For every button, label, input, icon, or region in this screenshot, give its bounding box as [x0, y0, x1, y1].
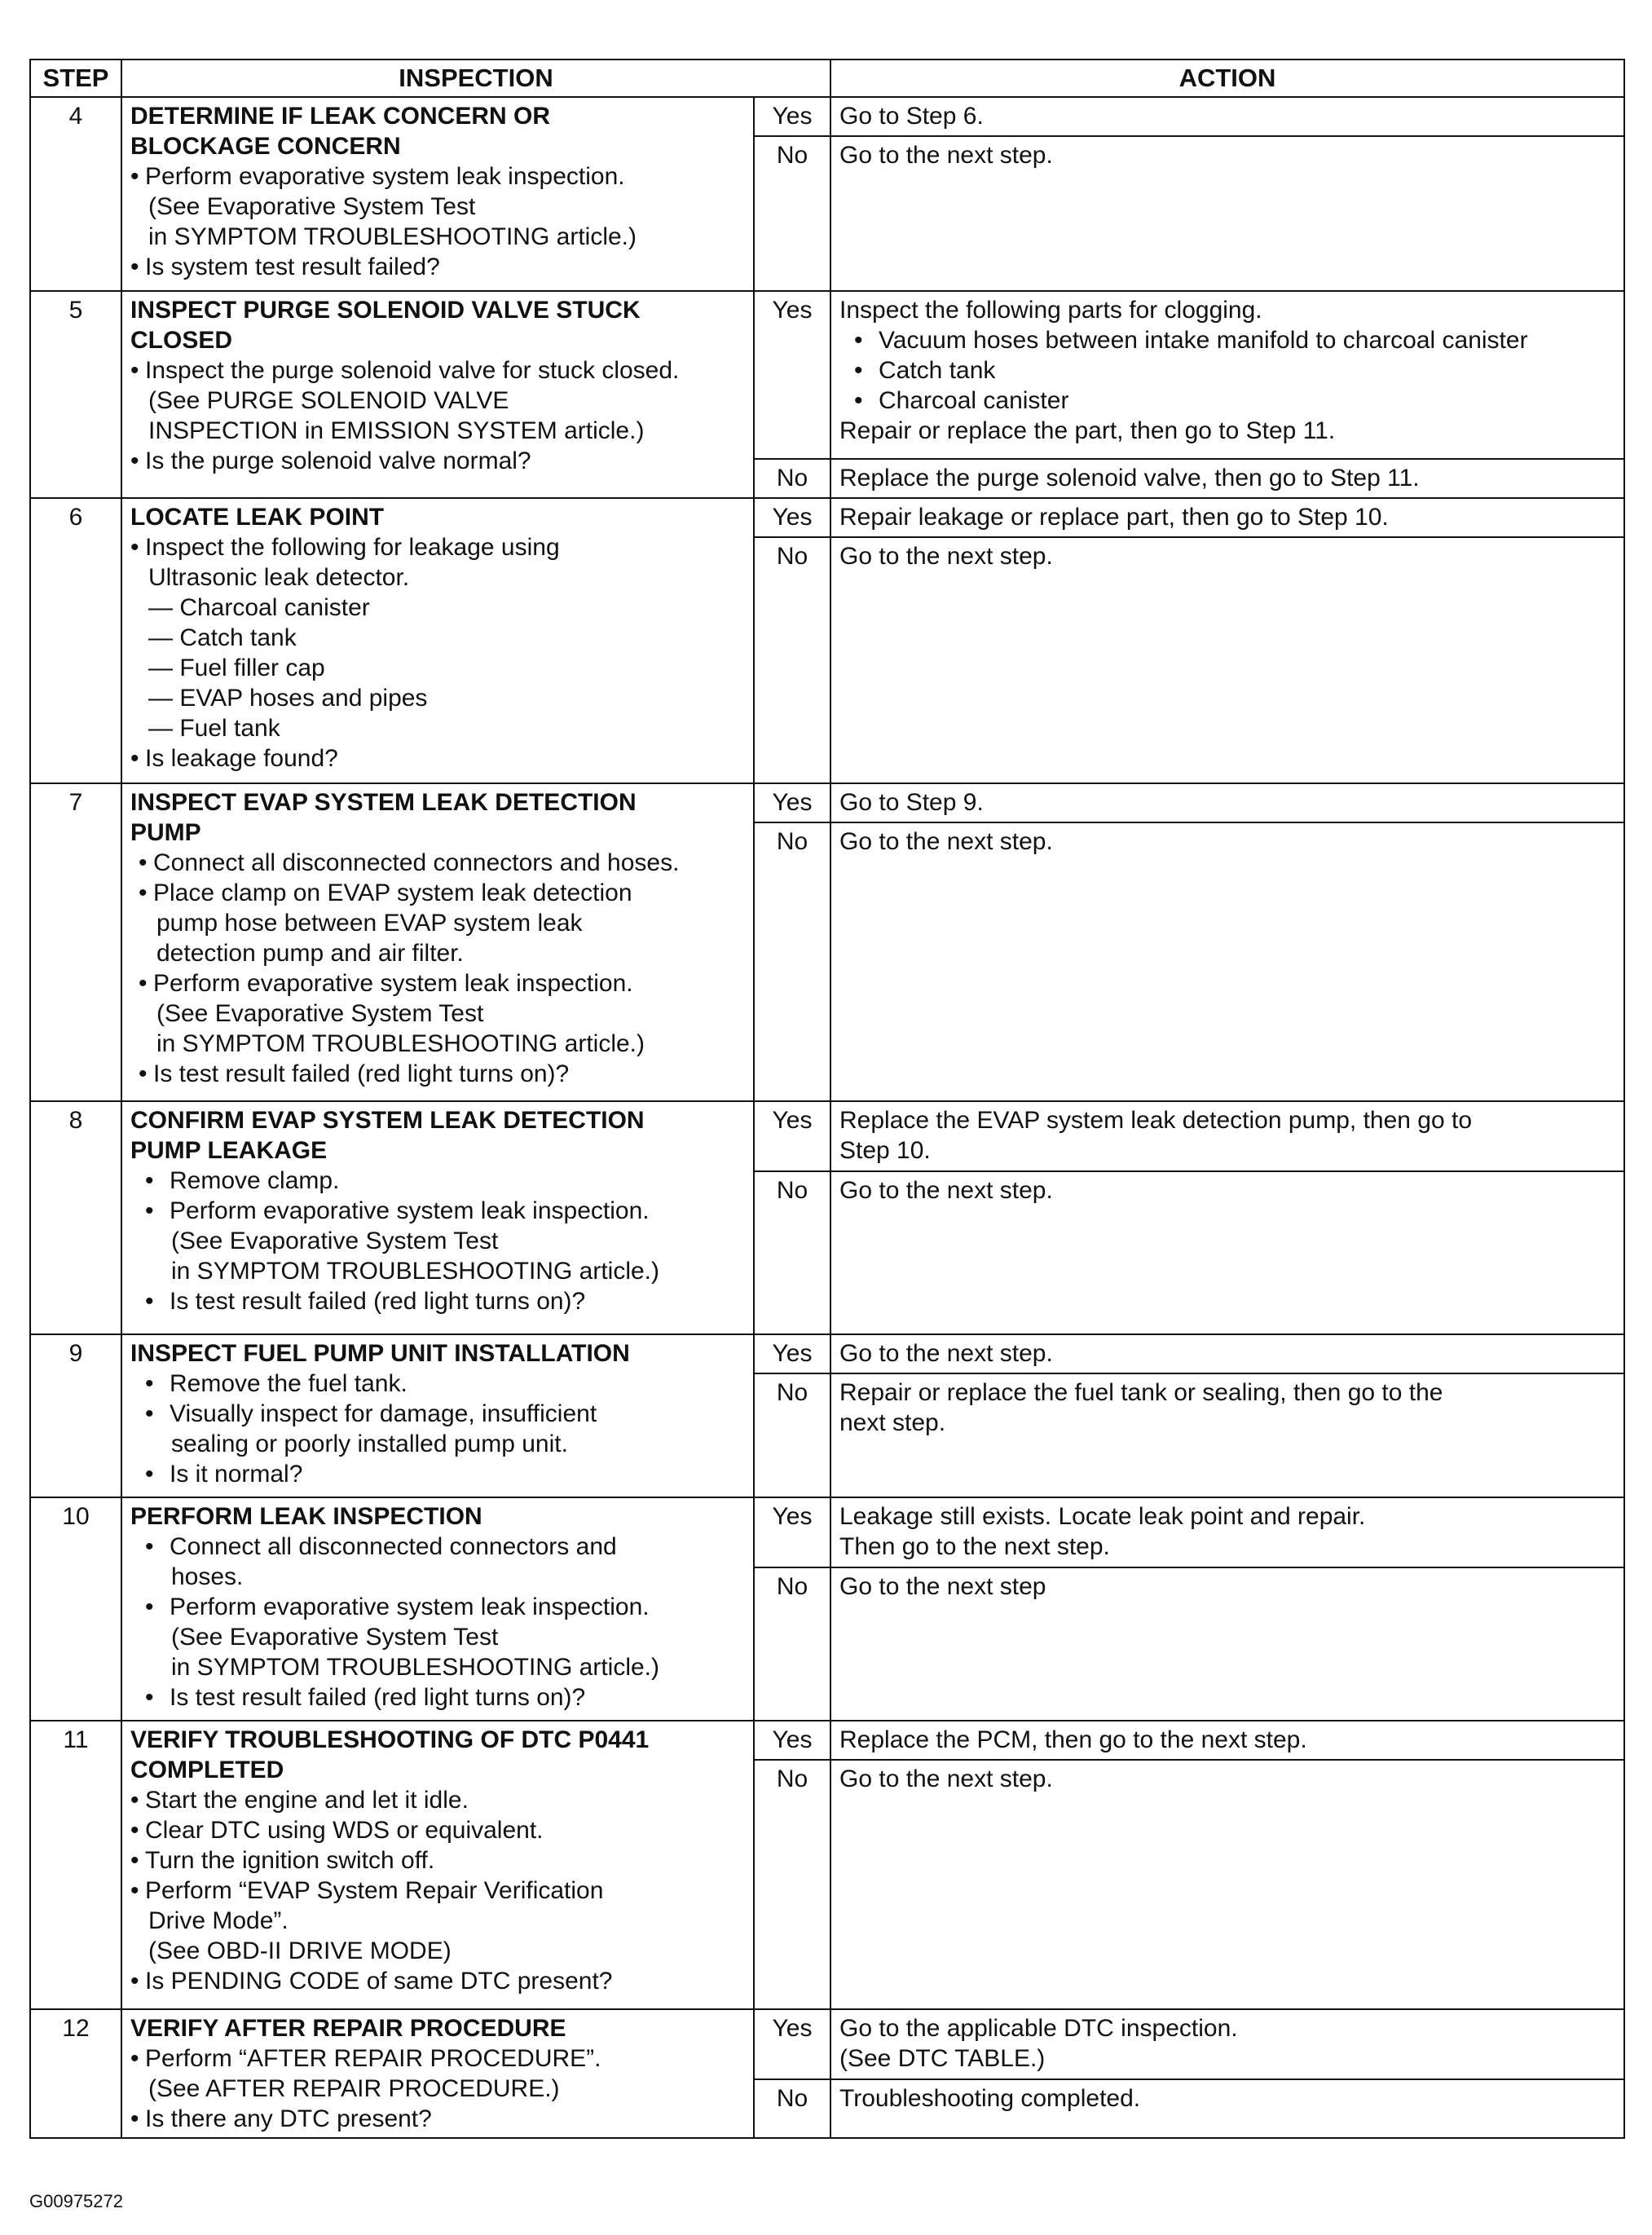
step-12-inspection	[121, 2009, 754, 2138]
inspection-bullet: • Remove clamp.	[145, 1167, 340, 1194]
inspection-line: pump hose between EVAP system leak	[156, 910, 583, 937]
step-number: 9	[30, 1334, 121, 1497]
yes-action: Go to Step 6.	[830, 97, 1624, 136]
step-4-inspection	[121, 97, 754, 291]
no-action: Go to the next step.	[830, 1171, 1624, 1334]
inspection-line: Ultrasonic leak detector.	[148, 564, 410, 591]
inspection-line: — Charcoal canister	[148, 594, 370, 621]
inspection-bullet: • Place clamp on EVAP system leak detection	[139, 879, 632, 906]
inspection-bullet: • Remove the fuel tank.	[145, 1370, 407, 1397]
step-8-yes-row	[30, 1101, 1624, 1171]
inspection-heading: BLOCKAGE CONCERN	[130, 133, 401, 160]
step-7-yes-row	[30, 783, 1624, 822]
step-9-yes-row	[30, 1334, 1624, 1373]
inspection-bullet: • Is system test result failed?	[130, 253, 440, 280]
step-number: 4	[30, 97, 121, 291]
table-header-row	[30, 60, 1624, 97]
inspection-line: (See PURGE SOLENOID VALVE	[148, 387, 509, 414]
inspection-bullet: • Visually inspect for damage, insufficient	[145, 1400, 597, 1427]
inspection-heading: CLOSED	[130, 327, 233, 354]
yes-action: Repair leakage or replace part, then go to Step 10.	[830, 498, 1624, 537]
inspection-heading: INSPECT FUEL PUMP UNIT INSTALLATION	[130, 1340, 630, 1367]
inspection-heading: VERIFY TROUBLESHOOTING OF DTC P0441	[130, 1726, 650, 1753]
step-10-yes-row	[30, 1497, 1624, 1567]
step-11-inspection	[121, 1721, 754, 2009]
inspection-heading: CONFIRM EVAP SYSTEM LEAK DETECTION	[130, 1107, 645, 1134]
inspection-line: INSPECTION in EMISSION SYSTEM article.)	[148, 417, 645, 444]
inspection-line: (See Evaporative System Test	[156, 1000, 484, 1027]
inspection-line: (See Evaporative System Test	[148, 193, 476, 220]
inspection-heading: DETERMINE IF LEAK CONCERN OR	[130, 103, 551, 130]
inspection-line: — EVAP hoses and pipes	[148, 685, 428, 712]
inspection-heading: PUMP	[130, 819, 201, 846]
yes-label: Yes	[754, 1101, 830, 1171]
no-label: No	[754, 2079, 830, 2138]
yes-label: Yes	[754, 1334, 830, 1373]
no-action: Go to the next step.	[830, 537, 1624, 783]
yes-action: Replace the EVAP system leak detection pump, then go to Step 10.	[830, 1101, 1624, 1171]
step-number: 10	[30, 1497, 121, 1721]
inspection-line: in SYMPTOM TROUBLESHOOTING article.)	[148, 223, 637, 250]
step-10-inspection	[121, 1497, 754, 1721]
inspection-line: (See Evaporative System Test	[171, 1624, 499, 1651]
yes-label: Yes	[754, 97, 830, 136]
inspection-line: — Catch tank	[148, 624, 297, 651]
inspection-bullet: • Perform “EVAP System Repair Verification	[130, 1877, 604, 1904]
step-6-inspection	[121, 498, 754, 783]
inspection-bullet: • Inspect the purge solenoid valve for stuck closed.	[130, 357, 680, 384]
no-action: Troubleshooting completed.	[830, 2079, 1624, 2138]
no-label: No	[754, 537, 830, 783]
inspection-line: — Fuel tank	[148, 715, 280, 742]
inspection-heading: INSPECT PURGE SOLENOID VALVE STUCK	[130, 297, 641, 324]
yes-label: Yes	[754, 783, 830, 822]
no-label: No	[754, 1567, 830, 1721]
inspection-bullet: • Perform evaporative system leak inspection.	[139, 970, 633, 997]
step-number: 6	[30, 498, 121, 783]
inspection-line: (See OBD-II DRIVE MODE)	[148, 1937, 452, 1964]
step-number: 8	[30, 1101, 121, 1334]
inspection-line: — Fuel filler cap	[148, 655, 325, 681]
inspection-line: in SYMPTOM TROUBLESHOOTING article.)	[171, 1258, 659, 1285]
inspection-bullet: • Is PENDING CODE of same DTC present?	[130, 1968, 613, 1995]
yes-label: Yes	[754, 498, 830, 537]
inspection-line: sealing or poorly installed pump unit.	[171, 1430, 568, 1457]
troubleshooting-table	[29, 59, 1625, 2139]
no-label: No	[754, 1373, 830, 1497]
no-label: No	[754, 136, 830, 291]
inspection-heading: PERFORM LEAK INSPECTION	[130, 1503, 482, 1530]
step-12-yes-row	[30, 2009, 1624, 2079]
inspection-bullet: • Perform evaporative system leak inspection.	[130, 163, 625, 190]
no-action: Go to the next step	[830, 1567, 1624, 1721]
header-step: STEP	[30, 60, 121, 97]
inspection-line: Drive Mode”.	[148, 1907, 289, 1934]
inspection-bullet: • Perform evaporative system leak inspection.	[145, 1197, 650, 1224]
no-action: Repair or replace the fuel tank or sealing, then go to the next step.	[830, 1373, 1624, 1497]
step-9-inspection	[121, 1334, 754, 1497]
inspection-heading: INSPECT EVAP SYSTEM LEAK DETECTION	[130, 789, 637, 816]
inspection-bullet: • Is leakage found?	[130, 745, 338, 772]
step-11-yes-row	[30, 1721, 1624, 1760]
inspection-line: detection pump and air filter.	[156, 940, 464, 967]
step-5-inspection	[121, 291, 754, 498]
inspection-bullet: • Connect all disconnected connectors and hoses.	[139, 849, 680, 876]
header-action: ACTION	[830, 60, 1624, 97]
figure-code: G00975272	[29, 2191, 123, 2211]
yes-action: Go to the next step.	[830, 1334, 1624, 1373]
no-action: Go to the next step.	[830, 136, 1624, 291]
no-action: Go to the next step.	[830, 1760, 1624, 2009]
inspection-heading: LOCATE LEAK POINT	[130, 504, 385, 531]
yes-label: Yes	[754, 2009, 830, 2079]
inspection-bullet: • Is test result failed (red light turns on)?	[145, 1684, 586, 1711]
inspection-line: in SYMPTOM TROUBLESHOOTING article.)	[156, 1030, 645, 1057]
no-action: Replace the purge solenoid valve, then go to Step 11.	[830, 459, 1624, 498]
inspection-bullet: • Is there any DTC present?	[130, 2105, 432, 2132]
no-label: No	[754, 822, 830, 1101]
header-inspection: INSPECTION	[121, 60, 830, 97]
no-label: No	[754, 459, 830, 498]
step-number: 7	[30, 783, 121, 1101]
yes-action: Replace the PCM, then go to the next step.	[830, 1721, 1624, 1760]
inspection-heading: VERIFY AFTER REPAIR PROCEDURE	[130, 2015, 566, 2042]
step-number: 11	[30, 1721, 121, 2009]
yes-action: Leakage still exists. Locate leak point and repair. Then go to the next step.	[830, 1497, 1624, 1567]
inspection-bullet: • Perform “AFTER REPAIR PROCEDURE”.	[130, 2045, 601, 2072]
inspection-line: (See Evaporative System Test	[171, 1228, 499, 1254]
step-number: 5	[30, 291, 121, 498]
yes-label: Yes	[754, 1497, 830, 1567]
inspection-line: in SYMPTOM TROUBLESHOOTING article.)	[171, 1654, 659, 1681]
inspection-bullet: • Is test result failed (red light turns on)?	[139, 1060, 570, 1087]
inspection-bullet: • Connect all disconnected connectors and	[145, 1533, 617, 1560]
inspection-heading: PUMP LEAKAGE	[130, 1137, 328, 1164]
yes-action: Go to the applicable DTC inspection. (See DTC TABLE.)	[830, 2009, 1624, 2079]
yes-action: Go to Step 9.	[830, 783, 1624, 822]
step-6-yes-row	[30, 498, 1624, 537]
step-7-inspection	[121, 783, 754, 1101]
inspection-heading: COMPLETED	[130, 1757, 284, 1783]
inspection-bullet: • Turn the ignition switch off.	[130, 1847, 435, 1874]
inspection-bullet: • Is the purge solenoid valve normal?	[130, 447, 531, 474]
step-4-yes-row	[30, 97, 1624, 136]
yes-action: Inspect the following parts for clogging. • Vacuum hoses between intake manifold to charcoal canister • Catch tank • Charcoal canister Repair or replace the part, then go to Step 11.	[830, 291, 1624, 459]
inspection-bullet: • Inspect the following for leakage using	[130, 534, 560, 561]
inspection-bullet: • Clear DTC using WDS or equivalent.	[130, 1817, 544, 1844]
no-action: Go to the next step.	[830, 822, 1624, 1101]
inspection-line: hoses.	[171, 1563, 244, 1590]
step-5-yes-row	[30, 291, 1624, 459]
inspection-line: (See AFTER REPAIR PROCEDURE.)	[148, 2075, 560, 2102]
inspection-bullet: • Start the engine and let it idle.	[130, 1787, 469, 1814]
step-8-inspection	[121, 1101, 754, 1334]
yes-label: Yes	[754, 291, 830, 459]
no-label: No	[754, 1760, 830, 2009]
step-number: 12	[30, 2009, 121, 2138]
inspection-bullet: • Is it normal?	[145, 1461, 303, 1488]
inspection-bullet: • Perform evaporative system leak inspection.	[145, 1594, 650, 1620]
yes-label: Yes	[754, 1721, 830, 1760]
no-label: No	[754, 1171, 830, 1334]
inspection-bullet: • Is test result failed (red light turns on)?	[145, 1288, 586, 1315]
